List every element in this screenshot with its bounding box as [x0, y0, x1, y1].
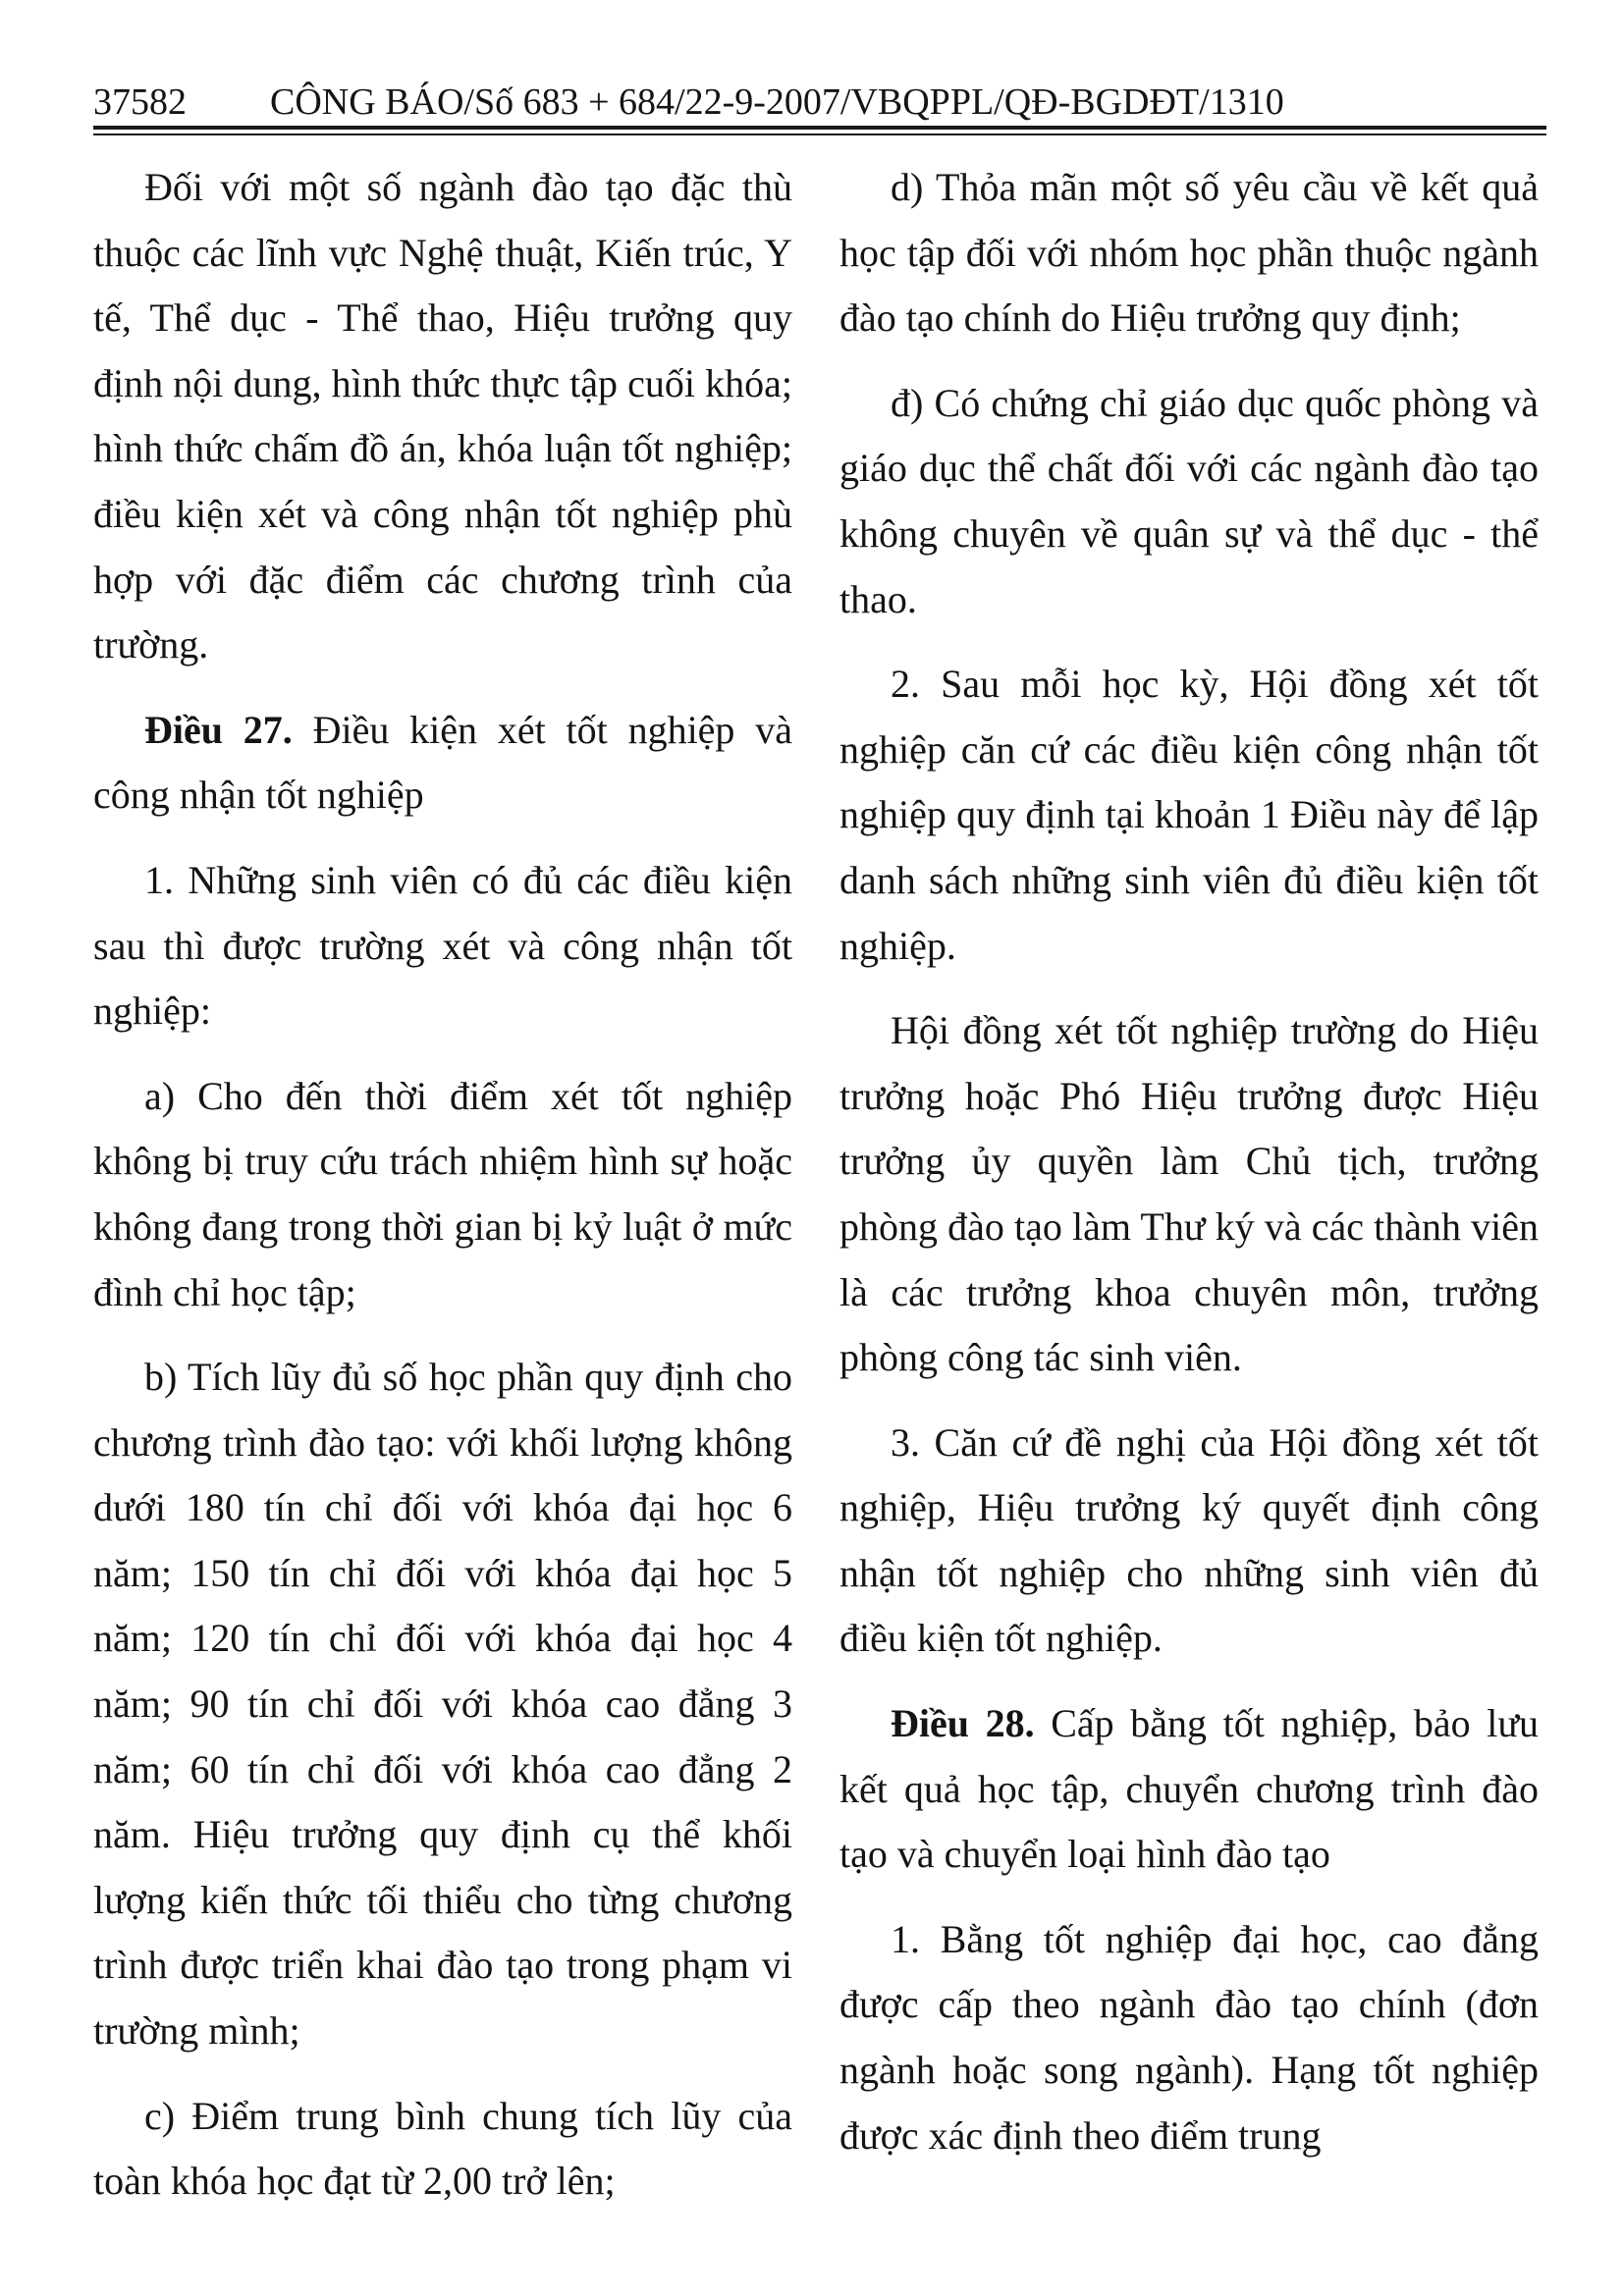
article-28-title: Cấp bằng tốt nghiệp, bảo lưu kết quả học tập, chuyển chương trình đào tạo và chuyển loại hình đào tạo — [839, 1701, 1539, 1877]
left-column — [93, 155, 792, 2266]
article-27-title: Điều kiện xét tốt nghiệp và công nhận tốt nghiệp — [93, 707, 792, 818]
header-rule-thin — [93, 133, 1546, 135]
article-28-label: Điều 28. — [891, 1701, 1035, 1746]
article-28-heading — [839, 1691, 1539, 1888]
article-27-point-b: b) Tích lũy đủ số học phần quy định cho chương trình đào tạo: với khối lượng không dưới 180 tín chỉ đối với khóa đại học 6 năm; 150 tín chỉ đối với khóa đại học 5 năm; 120 tín chỉ đối với khóa đại học 4 năm; 90 tín chỉ đối với khóa cao đẳng 3 năm; 60 tín chỉ đối với khóa cao đẳng 2 năm. Hiệu trưởng quy định cụ thể khối lượng kiến thức tối thiểu cho từng chương trình được triển khai đào tạo trong phạm vi trường mình; — [93, 1355, 792, 2054]
article-27-clause-2: 2. Sau mỗi học kỳ, Hội đồng xét tốt nghiệp căn cứ các điều kiện công nhận tốt nghiệp quy định tại khoản 1 Điều này để lập danh sách những sinh viên đủ điều kiện tốt nghiệp. — [839, 662, 1539, 968]
article-27-clause-1: 1. Những sinh viên có đủ các điều kiện sau thì được trường xét và công nhận tốt nghiệp: — [93, 857, 792, 1034]
article-27-point-dd: đ) Có chứng chỉ giáo dục quốc phòng và giáo dục thể chất đối với các ngành đào tạo không chuyên về quân sự và thể dục - thể thao. — [839, 380, 1539, 621]
gazette-reference: CÔNG BÁO/Số 683 + 684/22-9-2007/VBQPPL/QĐ-BGDĐT/1310 — [270, 81, 1284, 123]
article-27-point-a: a) Cho đến thời điểm xét tốt nghiệp không bị truy cứu trách nhiệm hình sự hoặc không đang trong thời gian bị kỷ luật ở mức đình chỉ học tập; — [93, 1073, 792, 1314]
page-number: 37582 — [93, 81, 187, 123]
graduation-council-paragraph: Hội đồng xét tốt nghiệp trường do Hiệu trưởng hoặc Phó Hiệu trưởng được Hiệu trưởng ủy quyền làm Chủ tịch, trưởng phòng đào tạo làm Thư ký và các thành viên là các trưởng khoa chuyên môn, trưởng phòng công tác sinh viên. — [839, 1008, 1539, 1380]
header-rule-thick — [93, 126, 1546, 130]
article-28-clause-1: 1. Bằng tốt nghiệp đại học, cao đẳng được cấp theo ngành đào tạo chính (đơn ngành hoặc song ngành). Hạng tốt nghiệp được xác định theo điểm trung — [839, 1916, 1539, 2158]
article-27-point-d: d) Thỏa mãn một số yêu cầu về kết quả học tập đối với nhóm học phần thuộc ngành đào tạo chính do Hiệu trưởng quy định; — [839, 165, 1539, 341]
right-column — [839, 155, 1539, 2266]
article-27-heading — [93, 698, 792, 828]
article-27-point-c: c) Điểm trung bình chung tích lũy của toàn khóa học đạt từ 2,00 trở lên; — [93, 2093, 792, 2204]
article-27-label: Điều 27. — [144, 707, 293, 752]
page-header — [93, 73, 1546, 132]
paragraph-special-fields: Đối với một số ngành đào tạo đặc thù thuộc các lĩnh vực Nghệ thuật, Kiến trúc, Y tế, Thể dục - Thể thao, Hiệu trưởng quy định nội dung, hình thức thực tập cuối khóa; hình thức chấm đồ án, khóa luận tốt nghiệp; điều kiện xét và công nhận tốt nghiệp phù hợp với đặc điểm các chương trình của trường. — [93, 165, 792, 667]
article-27-clause-3: 3. Căn cứ đề nghị của Hội đồng xét tốt nghiệp, Hiệu trưởng ký quyết định công nhận tốt nghiệp cho những sinh viên đủ điều kiện tốt nghiệp. — [839, 1419, 1539, 1661]
